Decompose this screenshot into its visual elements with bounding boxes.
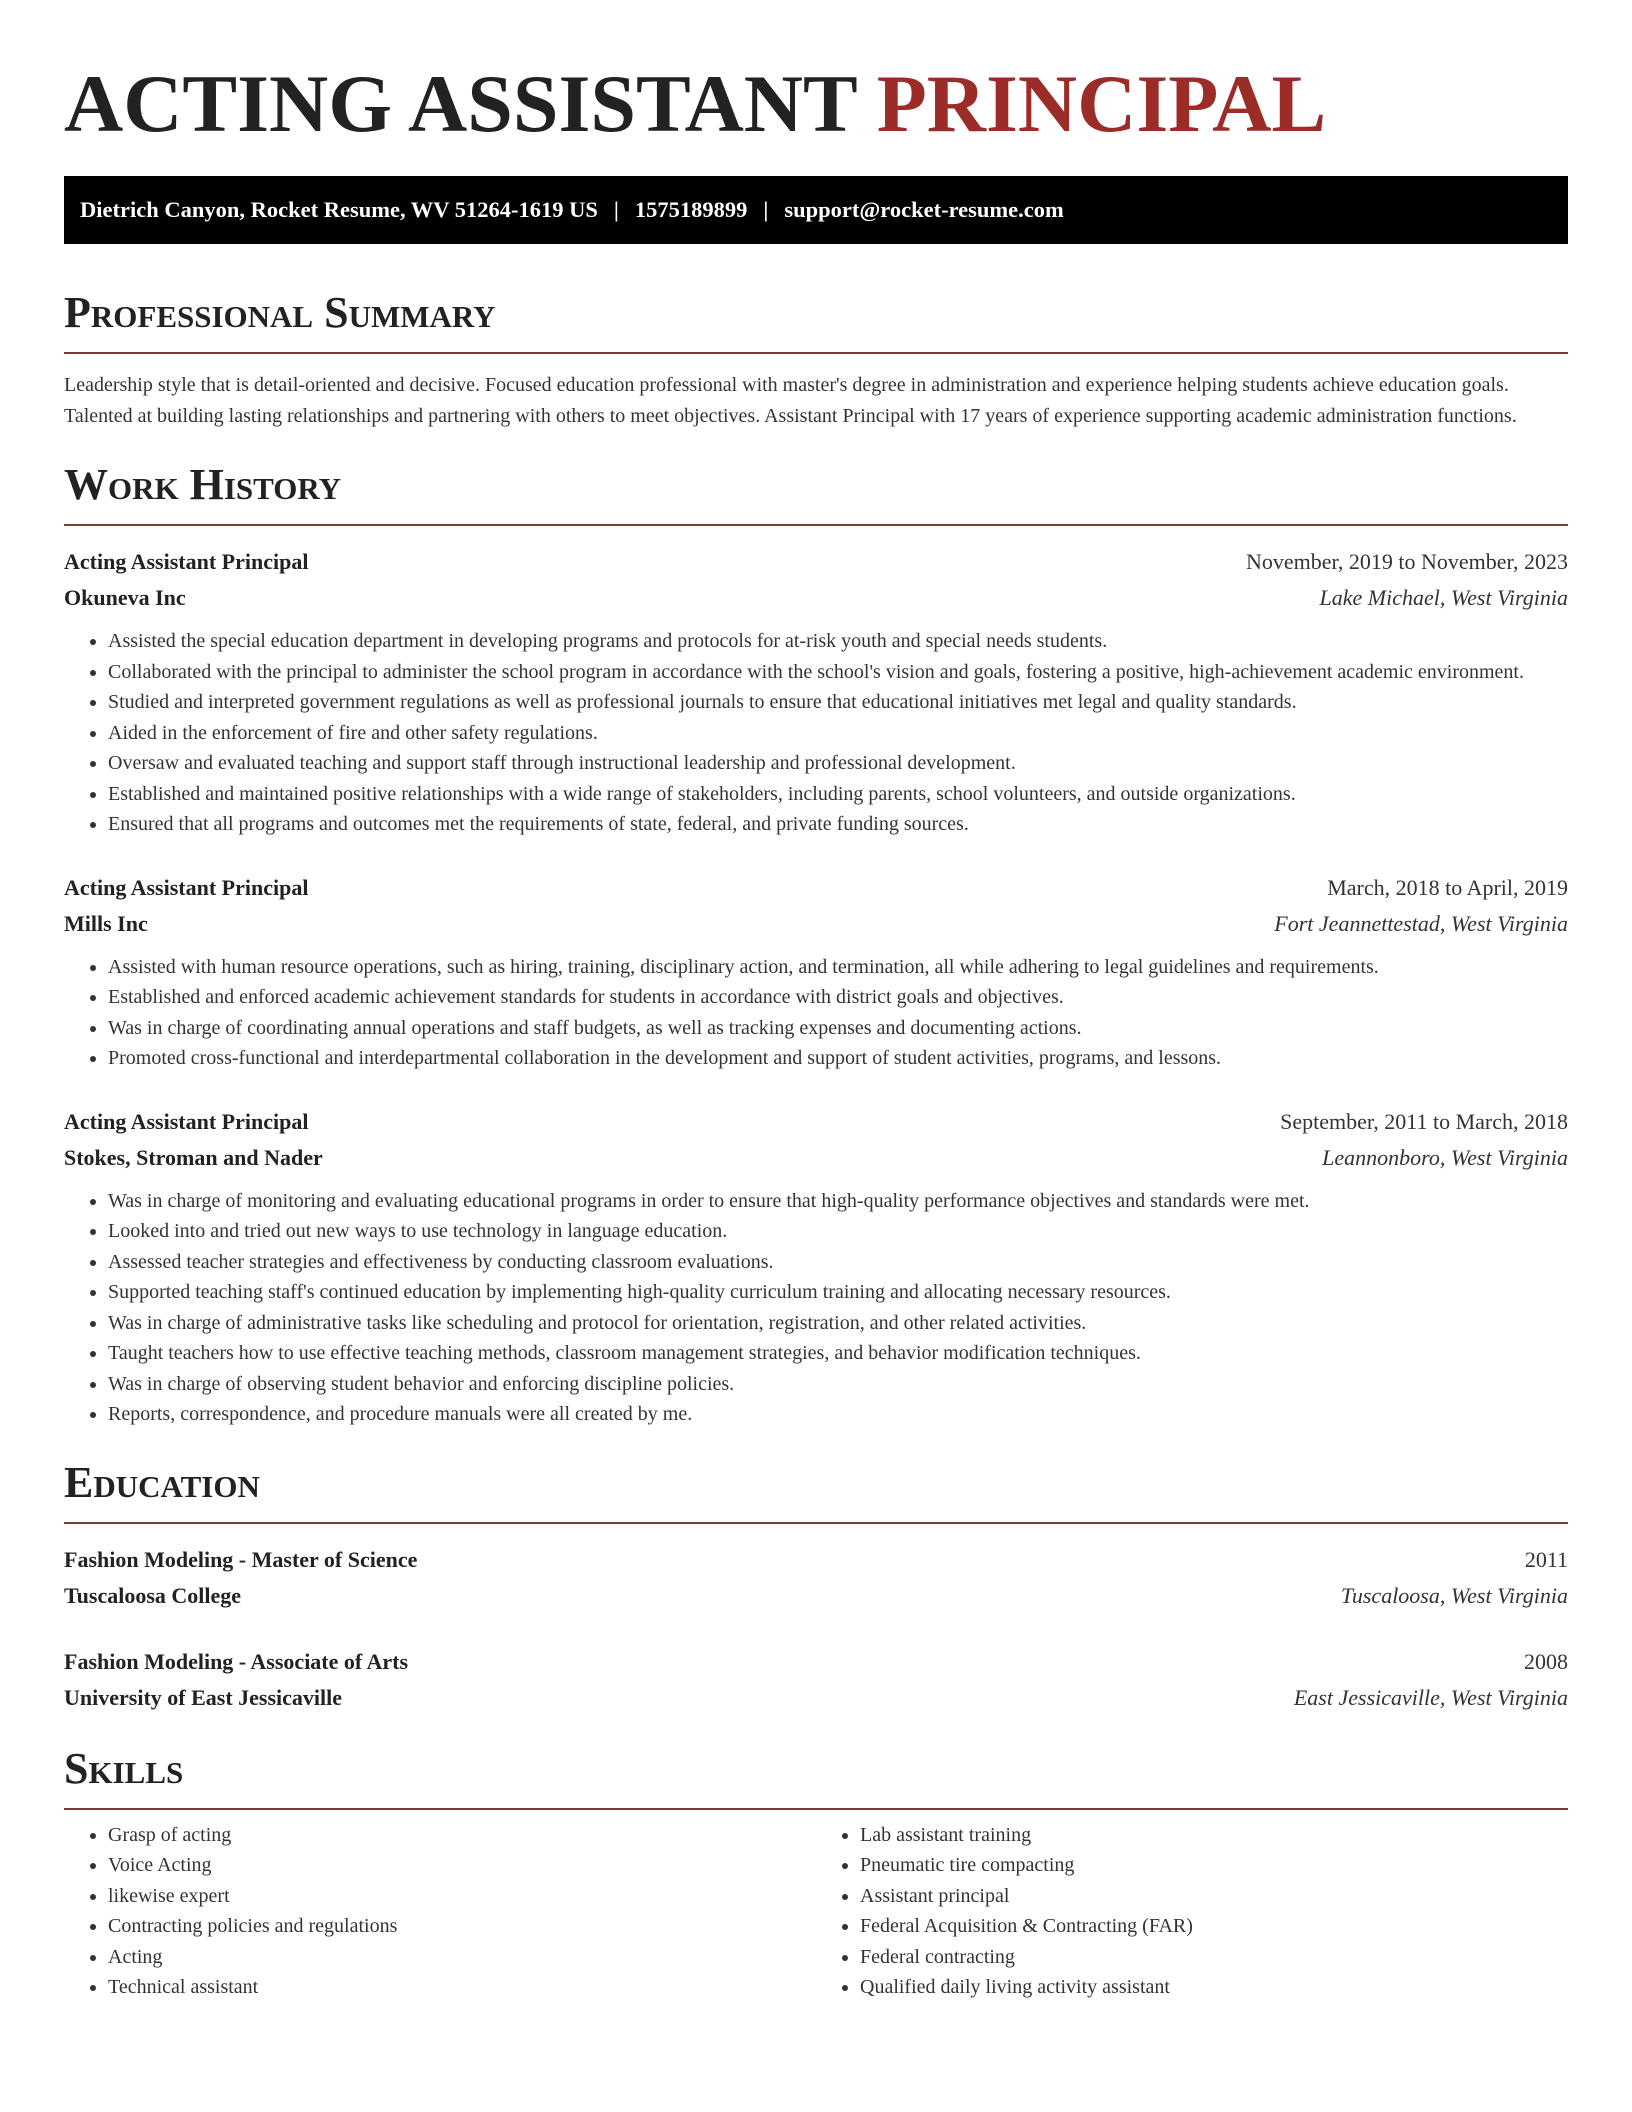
- contact-separator: |: [763, 197, 769, 222]
- job-bullet: • Collaborated with the principal to administer the school program in accordance with the school's vision and goals, fostering a positive, high-achievement academic environment.: [108, 657, 1568, 688]
- skills-section: [64, 1744, 1568, 2003]
- job-entry: [64, 870, 1568, 1074]
- section-heading-work: Work History: [64, 460, 342, 509]
- education-school-row: [64, 1578, 1568, 1614]
- education-school-row: [64, 1680, 1568, 1716]
- job-dates: September, 2011 to March, 2018: [1280, 1108, 1568, 1134]
- job-bullet: • Oversaw and evaluated teaching and support staff through instructional leadership and professional development.: [108, 748, 1568, 779]
- job-bullet: • Was in charge of monitoring and evaluating educational programs in order to ensure that high-quality performance objectives and standards were met.: [108, 1186, 1568, 1217]
- education-entry: [64, 1542, 1568, 1614]
- job-bullet: • Was in charge of coordinating annual operations and staff budgets, as well as tracking expenses and documenting actions.: [108, 1013, 1568, 1044]
- education-header-row: [64, 1644, 1568, 1680]
- job-header-row: [64, 1104, 1568, 1140]
- job-list: [64, 544, 1568, 1430]
- skill-item: • Federal contracting: [860, 1942, 1568, 1973]
- job-dates: March, 2018 to April, 2019: [1327, 874, 1568, 900]
- job-bullet: • Established and enforced academic achievement standards for students in accordance with district goals and objectives.: [108, 982, 1568, 1013]
- job-header-row: [64, 544, 1568, 580]
- job-bullet: • Established and maintained positive relationships with a wide range of stakeholders, including parents, school volunteers, and outside organizations.: [108, 779, 1568, 810]
- section-divider: [64, 1522, 1568, 1524]
- education-year: 2008: [1524, 1648, 1568, 1674]
- contact-separator: |: [613, 197, 619, 222]
- skill-item: • Pneumatic tire compacting: [860, 1850, 1568, 1881]
- education-degree: Fashion Modeling - Associate of Arts: [64, 1648, 409, 1674]
- education-degree: Fashion Modeling - Master of Science: [64, 1546, 418, 1572]
- job-company: Okuneva Inc: [64, 585, 186, 610]
- job-bullet: • Looked into and tried out new ways to use technology in language education.: [108, 1216, 1568, 1247]
- section-heading-skills: Skills: [64, 1743, 184, 1793]
- section-divider: [64, 1808, 1568, 1810]
- job-bullet-list: [64, 1186, 1568, 1430]
- job-bullet: • Assisted with human resource operations, such as hiring, training, disciplinary action, and termination, all while adhering to legal guidelines and requirements.: [108, 952, 1568, 983]
- skill-item: • Voice Acting: [108, 1850, 816, 1881]
- job-bullet: • Aided in the enforcement of fire and other safety regulations.: [108, 718, 1568, 749]
- job-location: Fort Jeannettestad, West Virginia: [1274, 910, 1568, 936]
- summary-section: [64, 288, 1568, 432]
- job-company: Stokes, Stroman and Nader: [64, 1144, 323, 1170]
- education-school: Tuscaloosa College: [64, 1582, 242, 1608]
- education-location: East Jessicaville, West Virginia: [1293, 1684, 1568, 1710]
- skill-item: • Acting: [108, 1942, 816, 1973]
- job-bullet-list: [64, 952, 1568, 1074]
- education-section: [64, 1458, 1568, 1716]
- skill-item: • Contracting policies and regulations: [108, 1911, 816, 1942]
- section-heading-education: Education: [64, 1457, 260, 1507]
- job-company-row: [64, 1140, 1568, 1176]
- skill-item: • Qualified daily living activity assistant: [860, 1972, 1568, 2003]
- resume-title: [64, 56, 1568, 152]
- skill-item: • Grasp of acting: [108, 1820, 816, 1851]
- education-list: [64, 1542, 1568, 1716]
- job-dates: November, 2019 to November, 2023: [1245, 549, 1568, 574]
- skill-item: • Assistant principal: [860, 1881, 1568, 1912]
- section-divider: [64, 352, 1568, 354]
- job-company-row: [64, 580, 1568, 616]
- education-header-row: [64, 1542, 1568, 1578]
- skills-grid: [64, 1820, 1568, 2003]
- job-title: Acting Assistant Principal: [64, 874, 309, 900]
- job-bullet: • Supported teaching staff's continued education by implementing high-quality curriculum training and allocating necessary resources.: [108, 1277, 1568, 1308]
- job-location: Lake Michael, West Virginia: [1319, 585, 1568, 610]
- skill-item: • Technical assistant: [108, 1972, 816, 2003]
- education-entry: [64, 1644, 1568, 1716]
- section-divider: [64, 524, 1568, 526]
- contact-bar: [64, 176, 1568, 244]
- job-bullet: • Taught teachers how to use effective teaching methods, classroom management strategies, and behavior modification techniques.: [108, 1338, 1568, 1369]
- job-location: Leannonboro, West Virginia: [1322, 1144, 1568, 1170]
- job-bullet: • Ensured that all programs and outcomes met the requirements of state, federal, and private funding sources.: [108, 809, 1568, 840]
- job-title: Acting Assistant Principal: [64, 1108, 309, 1134]
- job-header-row: [64, 870, 1568, 906]
- job-bullet: • Studied and interpreted government regulations as well as professional journals to ensure that educational initiatives met legal and quality standards.: [108, 687, 1568, 718]
- job-bullet: • Assisted the special education department in developing programs and protocols for at-risk youth and special needs students.: [108, 626, 1568, 657]
- title-accent: PRINCIPAL: [876, 58, 1327, 149]
- education-year: 2011: [1524, 1546, 1568, 1572]
- contact-email: support@rocket-resume.com: [784, 197, 1064, 222]
- skills-column-left: [64, 1820, 816, 2003]
- job-bullet-list: [64, 626, 1568, 840]
- contact-address: Dietrich Canyon, Rocket Resume, WV 51264-1619 US: [80, 197, 598, 222]
- job-bullet: • Reports, correspondence, and procedure manuals were all created by me.: [108, 1399, 1568, 1430]
- education-location: Tuscaloosa, West Virginia: [1340, 1582, 1568, 1608]
- summary-text: Leadership style that is detail-oriented and decisive. Focused education professional with master's degree in administration and experience helping students achieve education goals. Talented at building lasting relationships and partnering with others to meet objectives. Assistant Principal with 17 years of experience supporting academic administration functions.: [64, 374, 1517, 427]
- contact-phone: 1575189899: [634, 197, 748, 222]
- work-history-section: [64, 460, 1568, 1430]
- skills-column-right: [816, 1820, 1568, 2003]
- job-company: Mills Inc: [64, 910, 148, 936]
- title-main: ACTING ASSISTANT: [64, 58, 877, 149]
- job-title: Acting Assistant Principal: [64, 549, 309, 574]
- job-bullet: • Promoted cross-functional and interdepartmental collaboration in the development and support of student activities, programs, and lessons.: [108, 1043, 1568, 1074]
- skill-item: • Federal Acquisition & Contracting (FAR): [860, 1911, 1568, 1942]
- education-school: University of East Jessicaville: [64, 1684, 343, 1710]
- job-bullet: • Was in charge of administrative tasks like scheduling and protocol for orientation, registration, and other related activities.: [108, 1308, 1568, 1339]
- skill-item: • Lab assistant training: [860, 1820, 1568, 1851]
- job-entry: [64, 544, 1568, 840]
- skill-item: • likewise expert: [108, 1881, 816, 1912]
- section-heading-summary: Professional Summary: [64, 288, 496, 337]
- job-bullet: • Assessed teacher strategies and effectiveness by conducting classroom evaluations.: [108, 1247, 1568, 1278]
- job-company-row: [64, 906, 1568, 942]
- job-entry: [64, 1104, 1568, 1430]
- job-bullet: • Was in charge of observing student behavior and enforcing discipline policies.: [108, 1369, 1568, 1400]
